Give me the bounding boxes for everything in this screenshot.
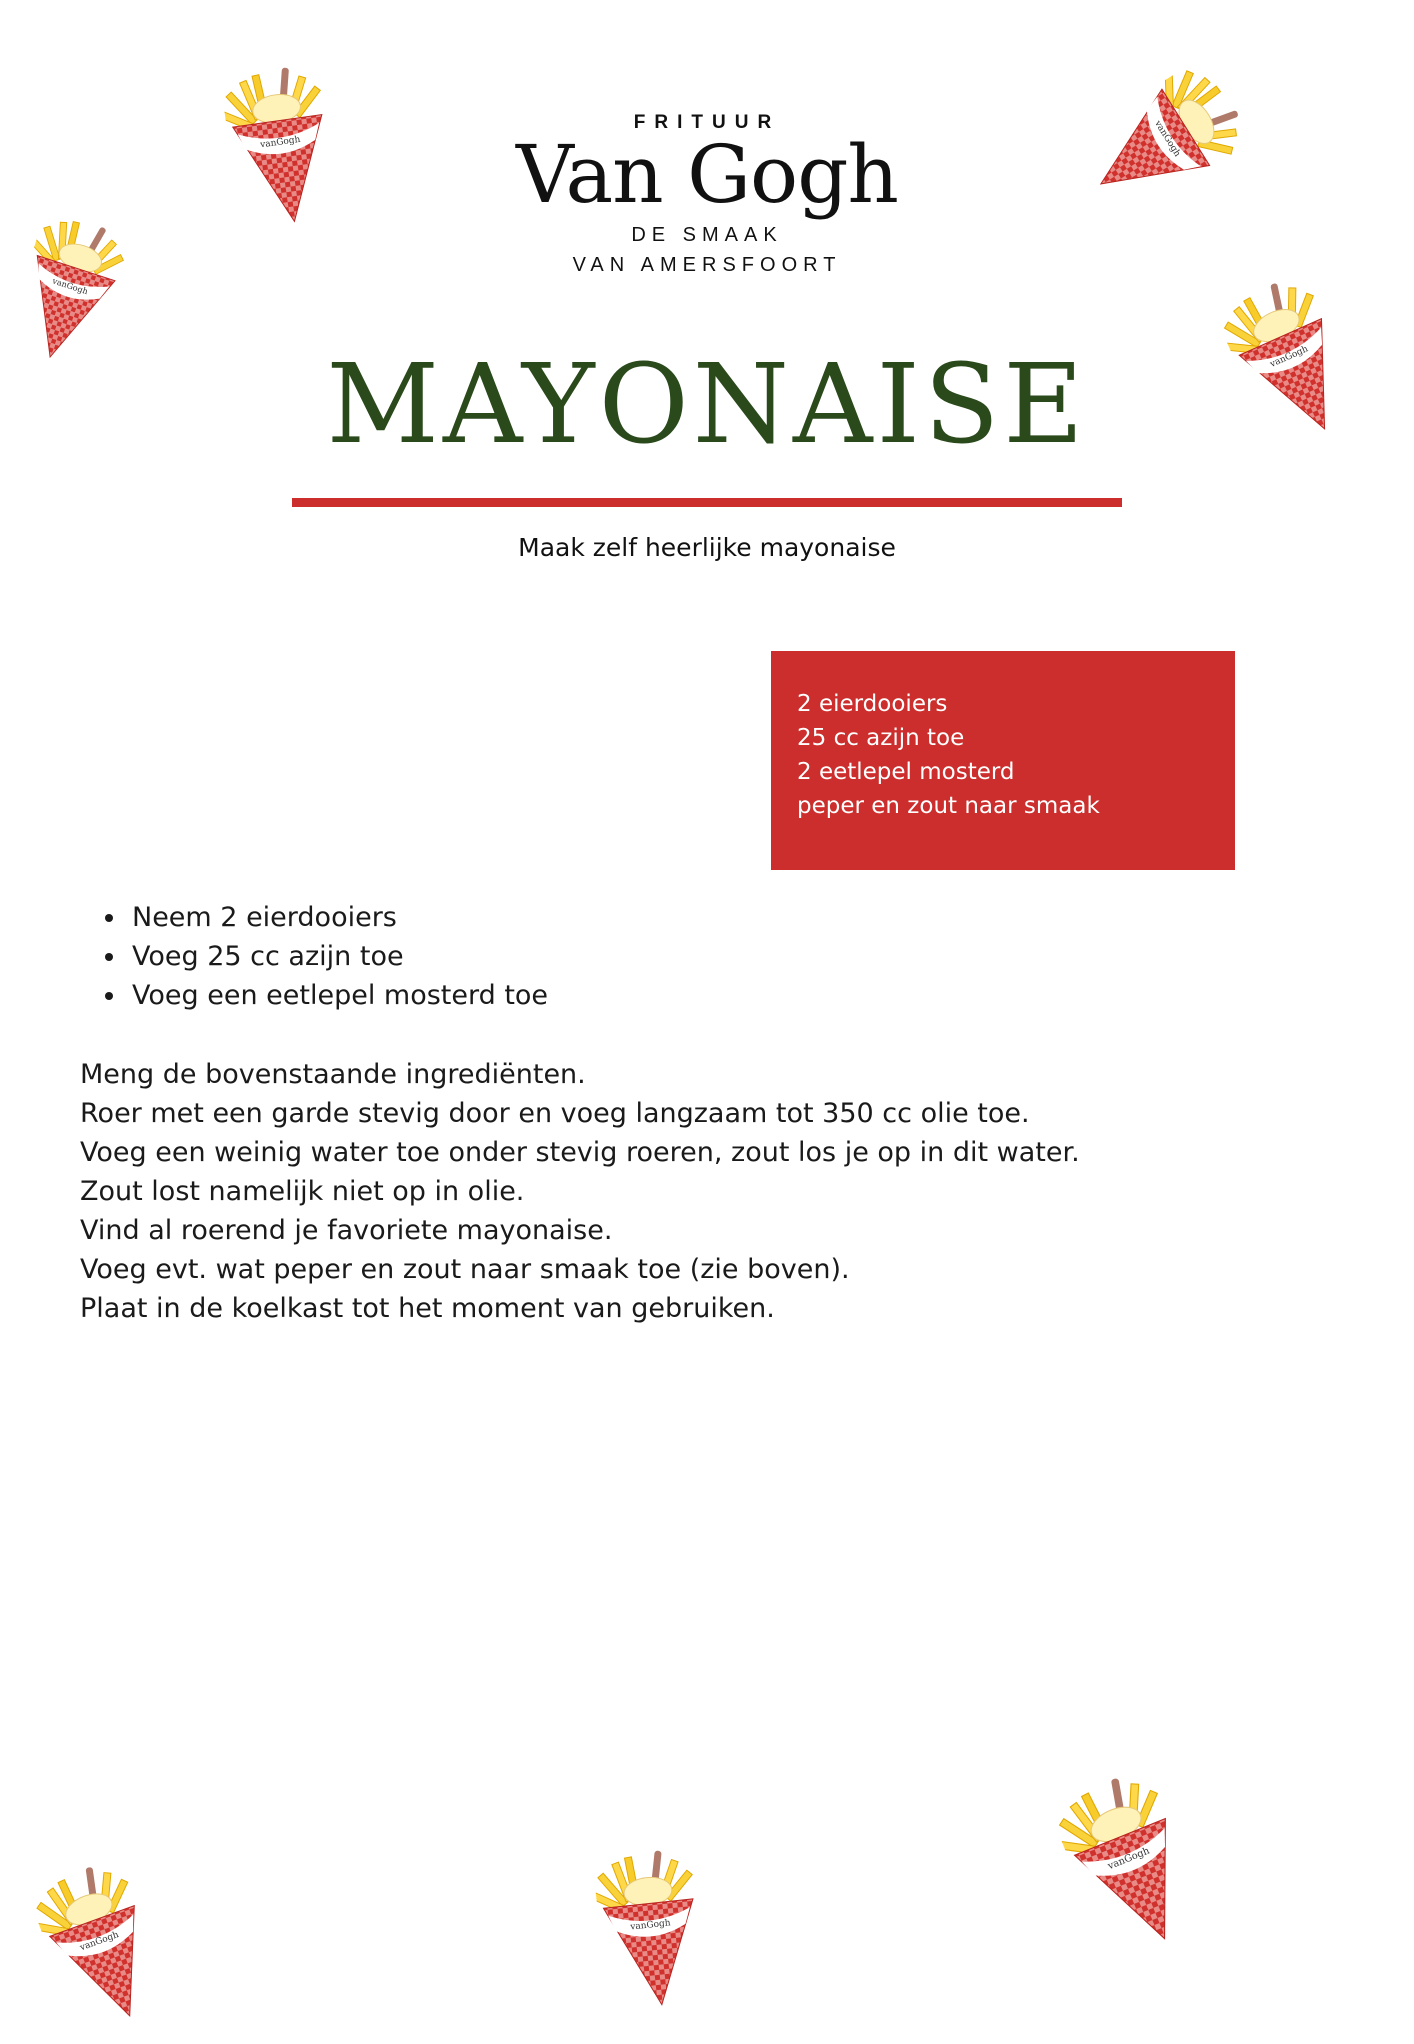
ingredients-box (771, 651, 1235, 870)
method-line: Roer met een garde stevig door en voeg langzaam tot 350 cc olie toe. (80, 1098, 1030, 1129)
step-item: • Voeg een eetlepel mosterd toe (128, 976, 548, 1015)
steps-list (90, 898, 548, 1015)
step-item: • Neem 2 eierdooiers (128, 898, 548, 937)
method-line: Voeg een weinig water toe onder stevig roeren, zout los je op in dit water. (80, 1137, 1080, 1168)
ingredient-item: 25 cc azijn toe (797, 725, 965, 751)
step-item: • Voeg 25 cc azijn toe (128, 937, 548, 976)
method-line: Plaat in de koelkast tot het moment van gebruiken. (80, 1293, 775, 1324)
method-line: Voeg evt. wat peper en zout naar smaak toe (zie boven). (80, 1254, 850, 1285)
ingredient-item: peper en zout naar smaak (797, 793, 1100, 819)
page-subtitle: Maak zelf heerlijke mayonaise (518, 533, 896, 562)
title-divider (292, 498, 1122, 507)
method-line: Zout lost namelijk niet op in olie. (80, 1176, 525, 1207)
logo-tagline-1: DE SMAAK (631, 224, 783, 246)
logo-tagline-2: VAN AMERSFOORT (572, 254, 842, 276)
method-line: Meng de bovenstaande ingrediënten. (80, 1059, 586, 1090)
page-title: MAYONAISE (326, 340, 1088, 468)
logo-frituur: FRITUUR (633, 112, 781, 133)
fries-cone-icon (24, 1846, 186, 2043)
fries-cone-icon (591, 1840, 718, 2021)
method-line: Vind al roerend je favoriete mayonaise. (80, 1215, 613, 1246)
ingredient-item: 2 eierdooiers (797, 691, 948, 717)
ingredient-item: 2 eetlepel mosterd (797, 759, 1015, 785)
method-text (80, 1055, 1080, 1328)
logo-name: Van Gogh (516, 128, 898, 221)
fries-cone-icon (1045, 1754, 1226, 1970)
